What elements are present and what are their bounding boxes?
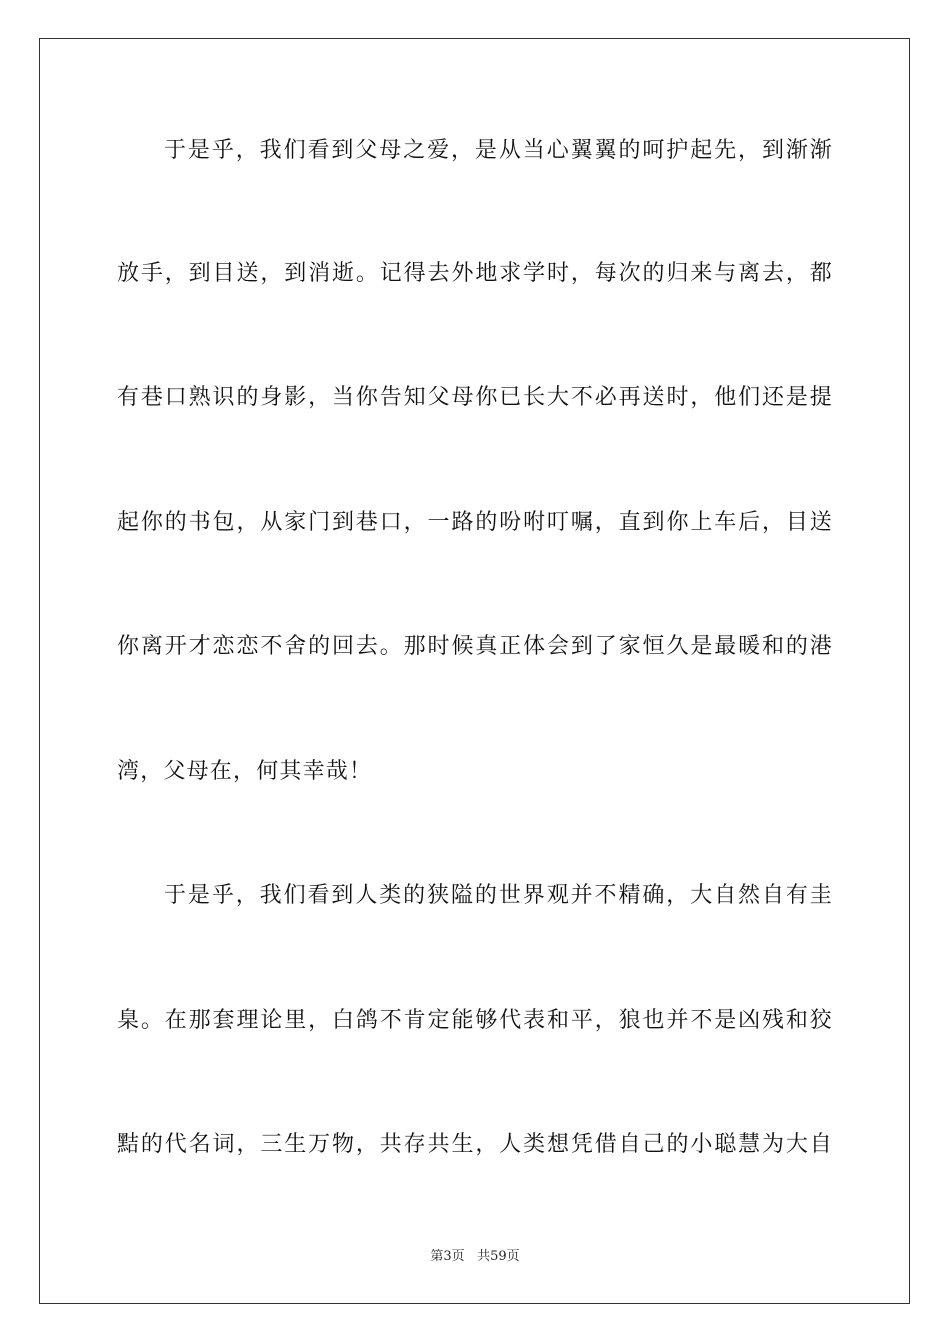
page-footer [0,1248,950,1266]
paragraph-1-line-5: 你离开才恋恋不舍的回去。那时候真正体会到了家恒久是最暖和的港 [117,634,833,659]
page-number: 第3页 [430,1249,465,1264]
paragraph-1-line-3: 有巷口熟识的身影，当你告知父母你已长大不必再送时，他们还是提 [117,385,833,410]
page-border [39,38,910,1304]
paragraph-2-line-2: 臬。在那套理论里，白鸽不肯定能够代表和平，狼也并不是凶残和狡 [117,1008,833,1033]
paragraph-2-line-1: 于是乎，我们看到人类的狭隘的世界观并不精确，大自然自有圭 [164,883,833,908]
paragraph-1-line-4: 起你的书包，从家门到巷口，一路的吩咐叮嘱，直到你上车后，目送 [117,510,833,535]
page-total: 共59页 [477,1249,520,1264]
paragraph-2-line-3: 黠的代名词，三生万物，共存共生，人类想凭借自己的小聪慧为大自 [117,1132,833,1157]
paragraph-1-line-2: 放手，到目送，到消逝。记得去外地求学时，每次的归来与离去，都 [117,261,833,286]
paragraph-1-line-6: 湾，父母在，何其幸哉！ [117,759,373,784]
paragraph-1-line-1: 于是乎，我们看到父母之爱，是从当心翼翼的呵护起先，到渐渐 [164,138,833,163]
